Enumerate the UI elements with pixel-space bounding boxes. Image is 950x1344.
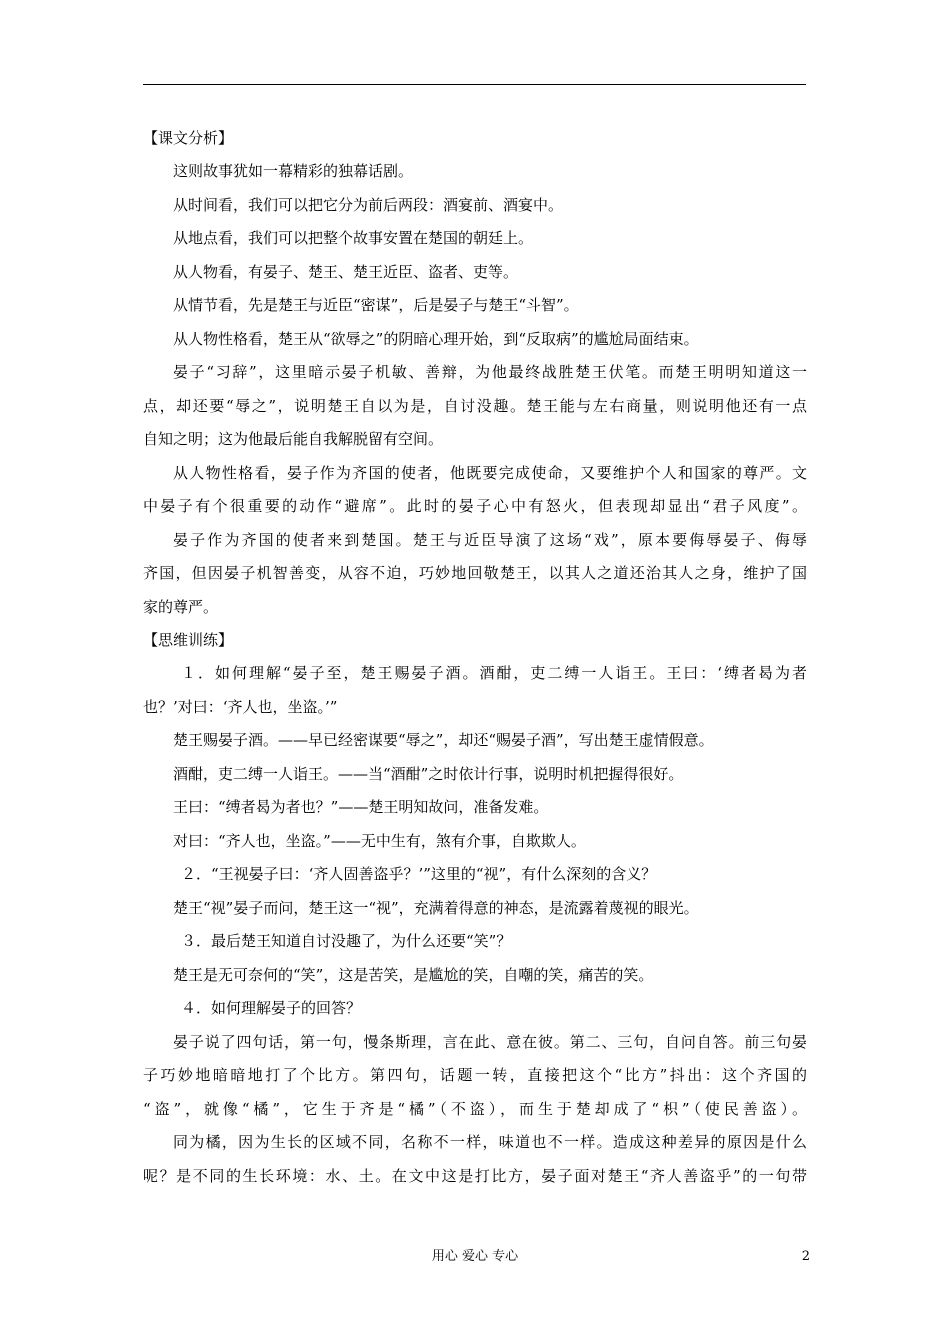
answer-line: 楚王是无可奈何的“笑”，这是苦笑，是尴尬的笑，自嘲的笑，痛苦的笑。 xyxy=(173,965,654,984)
paragraph-line: 从地点看，我们可以把整个故事安置在楚国的朝廷上。 xyxy=(173,229,534,247)
paragraph-line: 从人物性格看，晏子作为齐国的使者，他既要完成使命，又要维护个人和国家的尊严。文 xyxy=(173,463,807,482)
paragraph-line: 这则故事犹如一幕精彩的独幕话剧。 xyxy=(173,162,414,180)
paragraph-line: 晏子作为齐国的使者来到楚国。楚王与近臣导演了这场“戏”，原本要侮辱晏子、侮辱 xyxy=(173,530,807,549)
answer-line: 同为橘，因为生长的区域不同，名称不一样，味道也不一样。造成这种差异的原因是什么 xyxy=(173,1133,807,1151)
footer-motto: 用心 爱心 专心 xyxy=(431,1249,519,1264)
page-number: 2 xyxy=(801,1249,810,1264)
paragraph-line: 从人物看，有晏子、楚王、楚王近臣、盗者、吏等。 xyxy=(173,262,519,281)
question-line: ３．最后楚王知道自讨没趣了，为什么还要“笑”？ xyxy=(181,932,512,950)
header-rule xyxy=(143,84,806,85)
section-title-analysis: 【课文分析】 xyxy=(143,129,234,147)
answer-line: 楚王“视”晏子而问，楚王这一“视”，充满着得意的神态，是流露着蔑视的眼光。 xyxy=(173,898,699,917)
paragraph-line: 齐国，但因晏子机智善变，从容不迫，巧妙地回敬楚王，以其人之道还治其人之身，维护了国 xyxy=(143,564,807,582)
paragraph-line: 自知之明；这为他最后能自我解脱留有空间。 xyxy=(143,430,444,448)
answer-line: 呢？是不同的生长环境：水、土。在文中这是打比方，晏子面对楚王“齐人善盗乎”的一句带 xyxy=(143,1166,807,1185)
answer-line: “盗”，就像“橘”，它生于齐是“橘”（不盗），而生于楚却成了“枳”（使民善盗）。 xyxy=(143,1099,807,1118)
paragraph-line: 点，却还要“辱之”，说明楚王自以为是，自讨没趣。楚王能与左右商量，则说明他还有一点 xyxy=(143,396,807,415)
paragraph-line: 家的尊严。 xyxy=(143,597,219,616)
section-title-training: 【思维训练】 xyxy=(143,631,234,649)
paragraph-line: 从时间看，我们可以把它分为前后两段：酒宴前、酒宴中。 xyxy=(173,195,564,214)
answer-line: 子巧妙地暗暗地打了个比方。第四句，话题一转，直接把这个“比方”抖出：这个齐国的 xyxy=(143,1066,807,1084)
answer-line: 王曰：“缚者曷为者也？”——楚王明知故问，准备发难。 xyxy=(173,798,549,816)
answer-line: 酒酣，吏二缚一人诣王。——当“酒酣”之时依计行事，说明时机把握得很好。 xyxy=(173,764,684,783)
question-line: ４．如何理解晏子的回答？ xyxy=(181,999,362,1017)
question-line: ２．“王视晏子曰：‘齐人固善盗乎？’”这里的“视”，有什么深刻的含义？ xyxy=(181,865,657,883)
answer-line: 对曰：“齐人也，坐盗。”——无中生有，煞有介事，自欺欺人。 xyxy=(173,831,586,850)
answer-line: 晏子说了四句话，第一句，慢条斯理，言在此、意在彼。第二、三句，自问自答。前三句晏 xyxy=(173,1032,807,1051)
document-body xyxy=(143,122,807,1193)
paragraph-line: 从人物性格看，楚王从“欲辱之”的阴暗心理开始，到“反取病”的尴尬局面结束。 xyxy=(173,329,699,348)
paragraph-line: 中晏子有个很重要的动作“避席”。此时的晏子心中有怒火，但表现却显出“君子风度”。 xyxy=(143,497,807,515)
paragraph-line: 晏子“习辞”，这里暗示晏子机敏、善辩，为他最终战胜楚王伏笔。而楚王明明知道这一 xyxy=(173,363,807,381)
answer-line: 楚王赐晏子酒。——早已经密谋要“辱之”，却还“赐晏子酒”，写出楚王虚情假意。 xyxy=(173,731,714,749)
question-line: １．如何理解“晏子至，楚王赐晏子酒。酒酣，吏二缚一人诣王。王曰：‘缚者曷为者 xyxy=(181,664,807,682)
question-line: 也？’对曰：‘齐人也，坐盗。’” xyxy=(143,697,338,716)
paragraph-line: 从情节看，先是楚王与近臣“密谋”，后是晏子与楚王“斗智”。 xyxy=(173,296,579,314)
